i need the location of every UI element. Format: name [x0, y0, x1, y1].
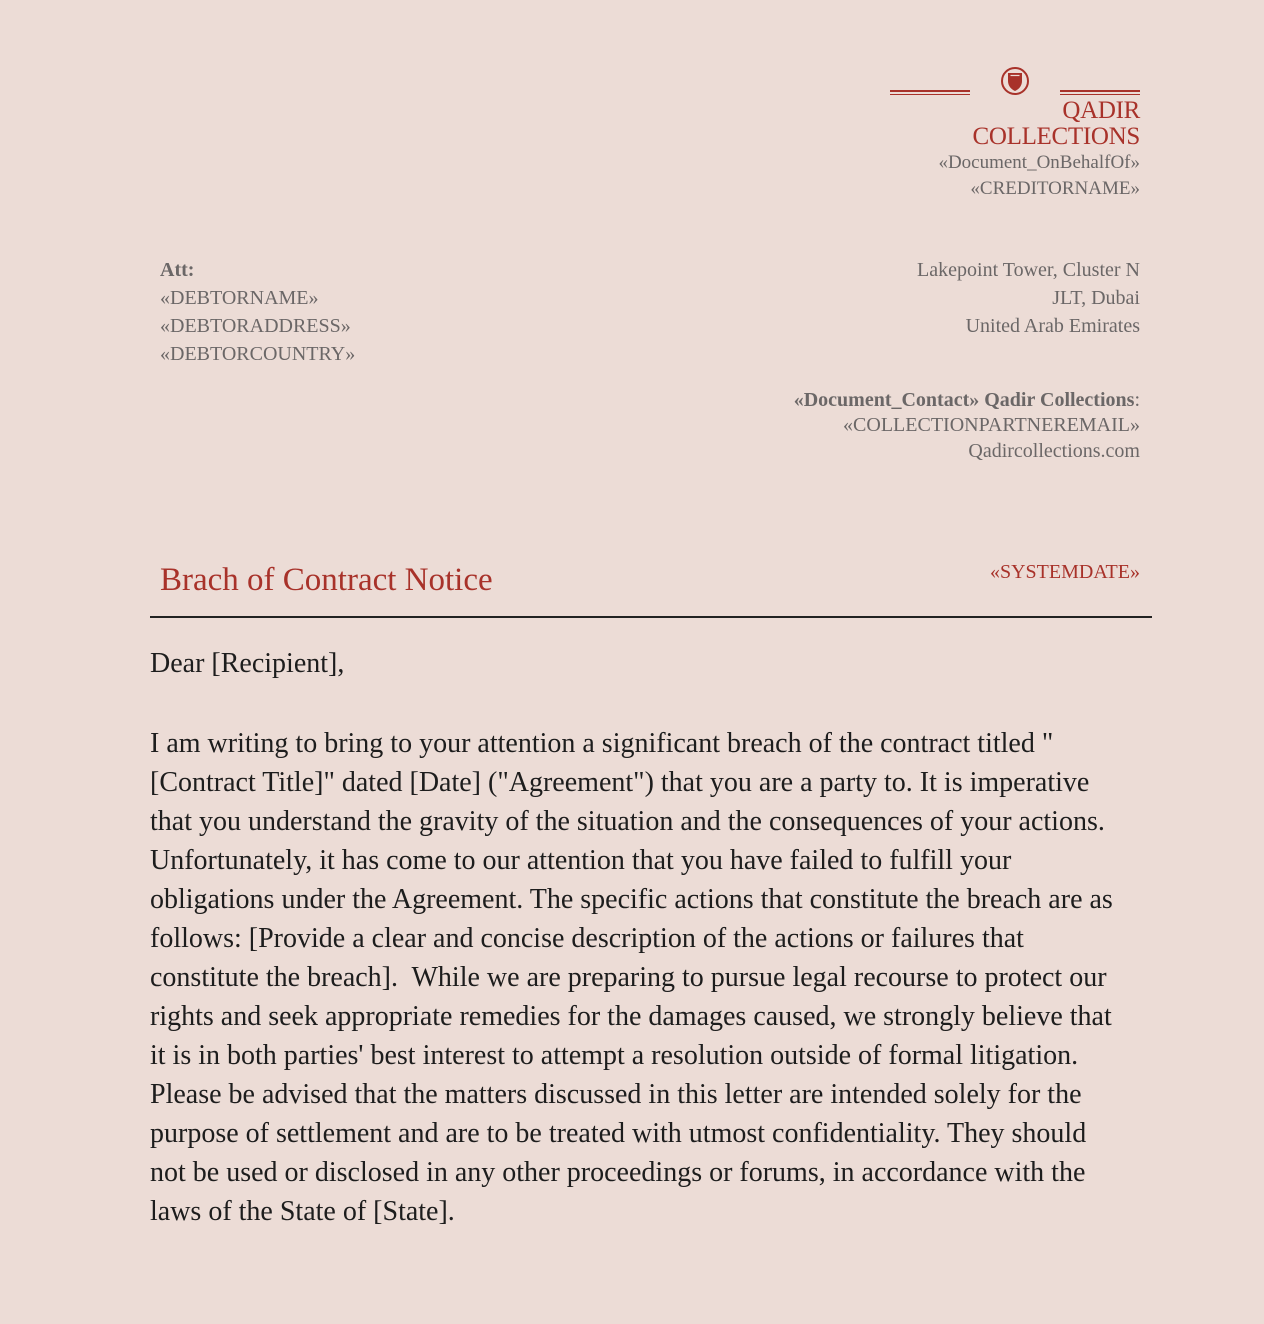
on-behalf-of: «Document_OnBehalfOf» [938, 152, 1140, 173]
contact-heading-text: «Document_Contact» Qadir Collections [793, 389, 1135, 411]
logo-rule-right [1060, 90, 1140, 95]
contact-email: «COLLECTIONPARTNEREMAIL» [843, 414, 1140, 436]
salutation: Dear [Recipient], [150, 648, 345, 679]
contact-colon: : [1134, 389, 1140, 411]
body-paragraph: I am writing to bring to your attention a significant breach of the contract titled "[Contract Title]" dated [Date] ("Agreement") that you are a party to. It is imperative that you understand the gravity of the situation and the consequences of your actions. Unfortunately, it has come to our attention that you have failed to fulfill your obligations under the Agreement. The specific actions that constitute the breach are as follows: [Provide a clear and concise description of the actions or failures that constitute the breach]. While we are preparing to pursue legal recourse to protect our rights and seek appropriate remedies for the damages caused, we strongly believe that it is in both parties' best interest to attempt a resolution outside of formal litigation. Please be advised that the matters discussed in this letter are intended solely for the purpose of settlement and are to be treated with utmost confidentiality. They should not be used or disclosed in any other proceedings or forums, in accordance with the laws of the State of [State]. [150, 728, 1120, 1227]
debtor-name: «DEBTORNAME» [160, 287, 319, 309]
debtor-address: «DEBTORADDRESS» [160, 315, 351, 337]
address-line-1: Lakepoint Tower, Cluster N [917, 259, 1140, 281]
shield-icon [1001, 66, 1029, 98]
recipient-block [160, 256, 355, 368]
contact-heading [780, 388, 1140, 412]
debtor-country: «DEBTORCOUNTRY» [160, 343, 356, 365]
document-date: «SYSTEMDATE» [989, 561, 1140, 583]
creditor-name: «CREDITORNAME» [970, 178, 1140, 199]
att-label: Att: [160, 259, 195, 281]
title-divider [150, 616, 1152, 618]
address-line-3: United Arab Emirates [965, 315, 1140, 337]
sender-address [917, 256, 1140, 340]
contact-block [780, 388, 1140, 464]
address-line-2: JLT, Dubai [1052, 287, 1140, 309]
brand-name: QADIR COLLECTIONS [972, 97, 1140, 150]
logo-rule-left [890, 90, 970, 95]
document-title: Brach of Contract Notice [160, 562, 493, 598]
letterhead [890, 66, 1140, 202]
contact-website: Qadircollections.com [968, 440, 1140, 462]
logo [890, 66, 1140, 100]
